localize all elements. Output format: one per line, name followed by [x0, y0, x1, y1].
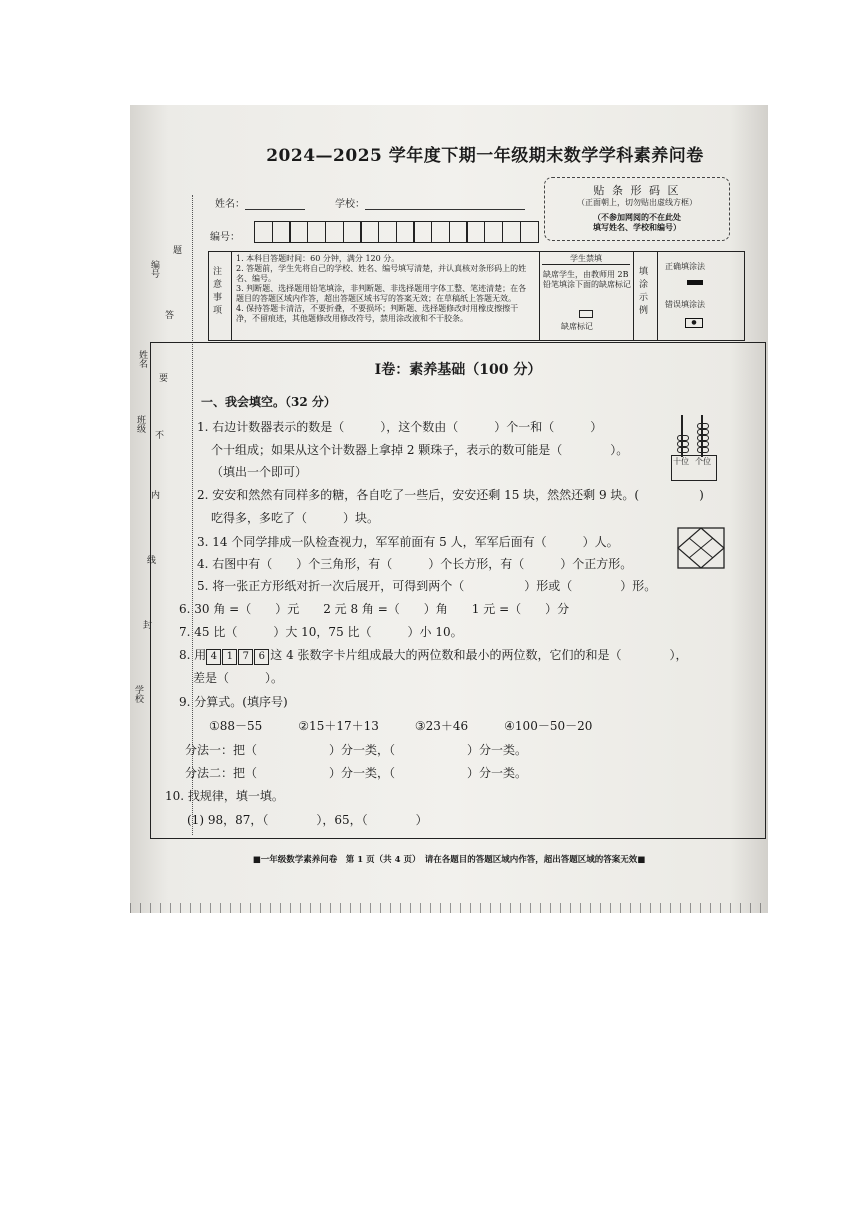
question-7: 7. 45 比（ ）大 10，75 比（ ）小 10。 — [179, 625, 463, 639]
answer-area — [150, 342, 766, 839]
abacus-ones-label: 个位 — [695, 457, 711, 466]
question-2-line-2: 吃得多，多吃了（ ）块。 — [211, 511, 380, 525]
fill-example-label: 填涂示例 — [639, 267, 649, 316]
part-one-heading: 一、我会填空。（32 分） — [201, 395, 336, 409]
next-page-edge — [130, 903, 768, 913]
question-9-method-2: 分法二：把（ ）分一类，（ ）分一类。 — [185, 766, 528, 780]
digit-card: 7 — [238, 649, 253, 665]
barcode-sub: （正面朝上，切勿贴出虚线方框） — [577, 198, 697, 207]
side-char-1: 题 — [171, 245, 181, 254]
notice-label: 注意事项 — [213, 267, 223, 316]
barcode-note-1: （不参加网阅的不在此处 — [593, 212, 681, 222]
side-char-3: 要 — [157, 373, 167, 382]
notice-table — [208, 251, 745, 341]
id-label: 编号： — [210, 232, 240, 243]
question-9: 9. 分算式。(填序号) — [179, 695, 288, 709]
question-9-items: ①88－55 ②15＋17＋13 ③23＋46 ④100－50－20 — [209, 719, 593, 733]
shape-figure — [677, 527, 725, 569]
question-8-line-1: 8. 用 4 1 7 6 这 4 张数字卡片组成最大的两位数和最小的两位数，它们的和是（ ）， — [179, 646, 688, 665]
barcode-title: 贴 条 形 码 区 — [593, 184, 681, 197]
wrong-fill-label: 错误填涂法 — [665, 300, 705, 309]
question-8-line-2: 差是（ ）。 — [193, 671, 284, 685]
side-char-4: 不 — [153, 430, 163, 439]
side-label-class: 班级 — [135, 415, 145, 433]
side-char-2: 答 — [163, 310, 173, 319]
question-6: 6. 30 角 =（ ）元 2 元 8 角 =（ ）角 1 元 =（ ）分 — [179, 602, 570, 616]
side-char-6: 线 — [145, 555, 155, 564]
page-title: 2024—2025 学年度下期一年级期末数学学科素养问卷 — [266, 146, 704, 166]
digit-card: 1 — [222, 649, 237, 665]
barcode-area — [544, 177, 730, 241]
question-10: 10. 找规律，填一填。 — [165, 789, 284, 803]
side-label-name: 姓名 — [137, 350, 147, 368]
id-grid[interactable] — [254, 221, 537, 243]
question-2-line-1: 2. 安安和然然有同样多的糖，各自吃了一些后，安安还剩 15 块，然然还剩 9 块。( ) — [197, 488, 704, 502]
school-field[interactable]: 学校： — [335, 195, 525, 210]
scanned-page — [130, 105, 768, 913]
correct-fill-mark — [687, 280, 703, 285]
side-label-school: 学校 — [133, 685, 143, 703]
digit-card: 4 — [206, 649, 221, 665]
question-1-line-2: 个十组成；如果从这个计数器上拿掉 2 颗珠子，表示的数可能是（ ）。 — [211, 443, 629, 457]
side-char-5: 内 — [149, 490, 159, 499]
question-5: 5. 将一张正方形纸对折一次后展开，可得到两个（ ）形或（ ）形。 — [197, 579, 657, 593]
barcode-note-2: 填写姓名、学校和编号） — [593, 222, 681, 232]
name-field[interactable]: 姓名： — [215, 195, 305, 210]
notice-items: 1. 本科目答题时间：60 分钟，满分 120 分。 2. 答题前，学生先将自己的学校、姓名、编号填写清楚，并认真核对条形码上的姓名、编号。 3. 判断题、选择题用铅笔填涂，非判断题、非选择题用字体工整、笔迹清楚；在各题目的答题区域内作答，超出答题区域书写的答案无效；在草稿纸上答题无效。 4. 保持答题卡清洁，不要折叠，不要损坏；判断题、选择题修改时用橡皮擦擦干净，不留痕迹，其他题修改用修改符号，禁用涂改液和不干胶条。 — [236, 254, 527, 323]
side-char-7: 封 — [141, 620, 151, 629]
question-10-part-1: (1) 98，87，（ ），65，（ ） — [187, 813, 428, 827]
absent-checkbox[interactable] — [579, 310, 593, 318]
abacus-figure — [671, 415, 715, 467]
absent-text: 缺席学生，由教师用 2B 铅笔填涂下面的缺席标记 — [543, 270, 631, 289]
question-1-line-1: 1. 右边计数器表示的数是（ ），这个数由（ ）个一和（ ） — [197, 420, 603, 434]
abacus-tens-label: 十位 — [673, 457, 689, 466]
side-label-id: 编号 — [149, 260, 159, 278]
page-footer: ■一年级数学素养问卷 第 1 页（共 4 页） 请在各题目的答题区域内作答，超出答题区域的答案无效■ — [252, 855, 646, 865]
correct-fill-label: 正确填涂法 — [665, 262, 705, 271]
student-forbidden: 学生禁填 — [542, 254, 630, 265]
digit-card: 6 — [254, 649, 269, 665]
question-4: 4. 右图中有（ ）个三角形，有（ ）个长方形，有（ ）个正方形。 — [197, 557, 633, 571]
wrong-fill-mark: ● — [685, 318, 703, 328]
absent-mark-label: 缺席标记 — [561, 322, 593, 331]
question-3: 3. 14 个同学排成一队检查视力，军军前面有 5 人，军军后面有（ ）人。 — [197, 535, 619, 549]
section-heading: Ⅰ卷：素养基础（100 分） — [374, 362, 542, 378]
question-1-line-3: （填出一个即可） — [211, 465, 308, 479]
question-9-method-1: 分法一：把（ ）分一类，（ ）分一类。 — [185, 743, 528, 757]
